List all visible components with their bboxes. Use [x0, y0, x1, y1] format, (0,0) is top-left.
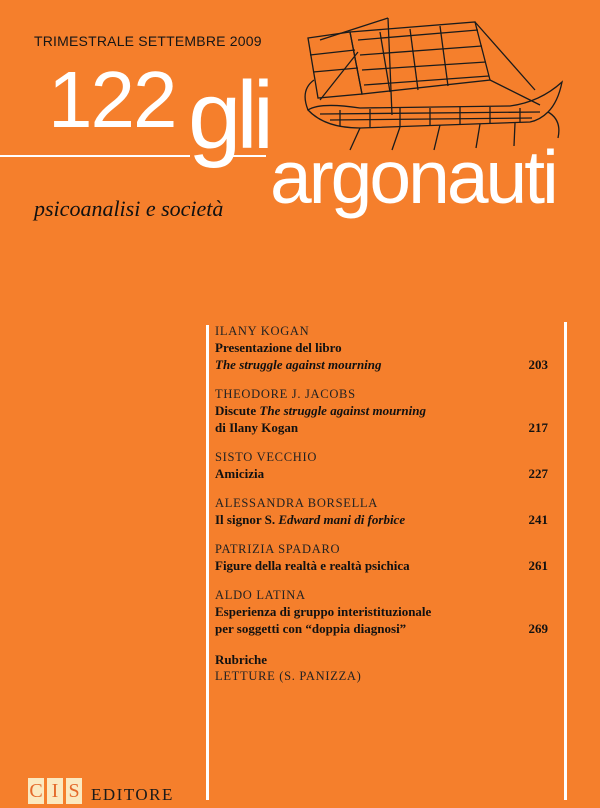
- toc-entry: [215, 450, 548, 482]
- toc-line-left: [206, 325, 209, 800]
- journal-title-argonauti: argonauti: [270, 135, 556, 219]
- toc-title: [215, 339, 382, 373]
- publisher-letter: S: [66, 778, 82, 804]
- toc-title-line: Esperienza di gruppo interistituzionale: [215, 604, 432, 619]
- toc-title-line-italic: The struggle against mourning: [215, 357, 382, 372]
- toc-title-line: Amicizia: [215, 466, 265, 481]
- toc-page-number: 261: [528, 558, 548, 573]
- toc-title: [215, 511, 405, 528]
- toc-entry: [215, 542, 548, 574]
- toc-entry: [215, 324, 548, 373]
- toc-title-line: per soggetti con “doppia diagnosi”: [215, 621, 407, 636]
- toc-title-prefix: Il signor S.: [215, 512, 279, 527]
- toc-row: [215, 465, 548, 482]
- toc-title: [215, 465, 264, 482]
- toc-author: THEODORE J. JACOBS: [215, 387, 356, 401]
- toc-row: [215, 603, 548, 637]
- toc-title-line: [215, 511, 405, 528]
- toc-page-number: 203: [528, 357, 548, 372]
- toc-author: ALESSANDRA BORSELLA: [215, 496, 378, 510]
- toc-title-line: Presentazione del libro: [215, 340, 342, 355]
- toc-row: [215, 557, 548, 574]
- ship-illustration-icon: [300, 10, 570, 155]
- toc-entry: [215, 387, 548, 436]
- toc-title-italic: The struggle against mourning: [259, 403, 426, 418]
- toc-author: ALDO LATINA: [215, 588, 306, 602]
- journal-subtitle: psicoanalisi e società: [34, 196, 224, 221]
- toc-title-line: [215, 402, 426, 419]
- toc-title-line: Figure della realtà e realtà psichica: [215, 558, 410, 573]
- toc-author: SISTO VECCHIO: [215, 450, 318, 464]
- toc-title-prefix: Discute: [215, 403, 260, 418]
- toc-row: [215, 402, 548, 436]
- rubriche-heading: Rubriche: [215, 652, 267, 667]
- periodicity: TRIMESTRALE SETTEMBRE 2009: [34, 33, 262, 49]
- publisher-letter: C: [29, 780, 43, 802]
- toc-page-number: 241: [528, 512, 548, 527]
- toc-title-italic: Edward mani di forbice: [278, 512, 406, 527]
- table-of-contents: [215, 324, 548, 685]
- publisher-logo: [28, 778, 174, 808]
- toc-author: PATRIZIA SPADARO: [215, 542, 341, 556]
- toc-page-number: 269: [528, 621, 548, 636]
- toc-page-number: 217: [528, 420, 548, 435]
- journal-title-gli: gli: [188, 62, 270, 169]
- letture-item: LETTURE (S. PANIZZA): [215, 669, 362, 683]
- toc-title: [215, 603, 431, 637]
- toc-author: ILANY KOGAN: [215, 324, 310, 338]
- rule-left: [0, 155, 190, 157]
- toc-title: [215, 402, 426, 436]
- toc-line-right: [564, 322, 567, 800]
- publisher-letter: I: [47, 778, 63, 804]
- issue-number: 122: [48, 55, 176, 144]
- publisher-name: EDITORE: [91, 785, 174, 804]
- toc-page-number: 227: [528, 466, 548, 481]
- toc-entry: [215, 496, 548, 528]
- toc-title-line: di Ilany Kogan: [215, 420, 299, 435]
- toc-title: [215, 557, 410, 574]
- toc-row: [215, 511, 548, 528]
- toc-entry: [215, 588, 548, 637]
- toc-row: [215, 339, 548, 373]
